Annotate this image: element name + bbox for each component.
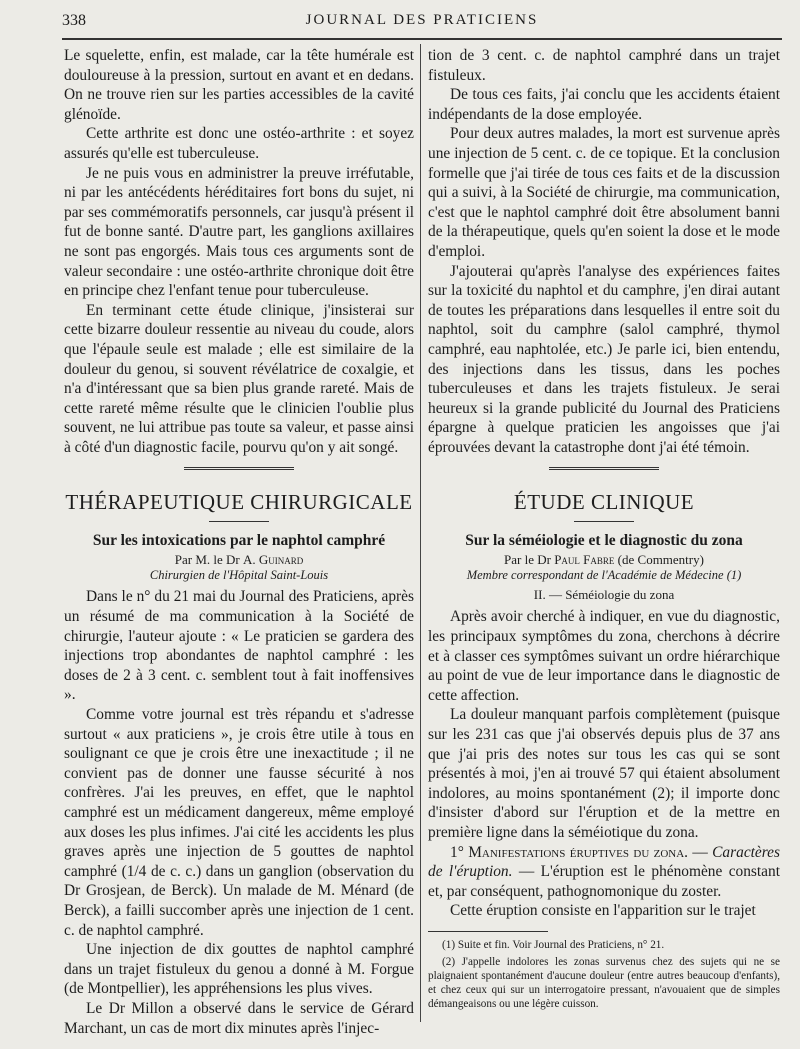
- paragraph: Une injection de dix gouttes de naphtol camphré dans un trajet fistuleux du genou a donné à M. Forgue (de Montpellier), les appréhensions les plus vives.: [64, 941, 414, 998]
- author-affiliation: Membre correspondant de l'Académie de Médecine (1): [466, 568, 742, 583]
- paragraph: Dans le n° du 21 mai du Journal des Praticiens, après un résumé de ma communication à la Société de chirurgie, l'auteur ajoute : « Le praticien se gardera des injections trop abondantes de naphtol camphré : les doses de 2 à 3 cent. c. semblent tout à fait inoffensives ».: [64, 588, 414, 704]
- byline-prefix: Par le Dr: [504, 552, 551, 568]
- subsection-italic: Caractères de l'éruption.: [428, 843, 780, 881]
- journal-title: JOURNAL DES PRATICIENS: [305, 12, 539, 28]
- byline-suffix: (de Commentry): [617, 552, 704, 568]
- left-column: [64, 46, 414, 1038]
- footnote: (2) J'appelle indolores les zonas survenus chez des sujets qui ne se plaignaient spontanément d'aucune douleur (entre autres beaucoup d'enfants), et chez ceux qui sur un interrogatoire pressant, n'avouaient que de simples démangeaisons ou une légère cuisson.: [428, 955, 780, 1010]
- paragraph: tion de 3 cent. c. de naphtol camphré dans un trajet fistuleux.: [428, 47, 780, 84]
- section-separator: [549, 467, 659, 470]
- author-name: A. Guinard: [242, 552, 304, 568]
- footnote: (1) Suite et fin. Voir Journal des Praticiens, n° 21.: [442, 938, 665, 951]
- byline: [64, 552, 414, 568]
- subsection-text: — L'éruption est le phénomène constant et, par conséquent, pathognomonique du zoster.: [428, 863, 780, 900]
- paragraph: Comme votre journal est très répandu et s'adresse surtout « aux praticiens », je crois être utile à tous en soulignant ce que je crois être une inexactitude ; il ne convient pas de donner une fausse sécurité à nos confrères. J'ai les preuves, en effet, que le naphtol camphré est un médicament dangereux, même employé aux doses les plus infimes. J'ai cité les accidents les plus graves après une injection de 5 gouttes de naphtol camphré (1/4 de c. c.) dans un ganglion (observation du Dr Grosjean, de Berck). Un malade de M. Ménard (de Berck), a failli succomber après une injection de 1 cent. c. de naphtol camphré.: [64, 706, 414, 939]
- subsection-heading: II. — Séméiologie du zona: [533, 587, 675, 603]
- column-divider: [420, 44, 421, 1022]
- paragraph: Je ne puis vous en administrer la preuve irréfutable, ni par les antécédents héréditaires fort bons du sujet, ni par ses commémoratifs personnels, car jusqu'à présent il fut de bonne santé. D'autre part, les ganglions axillaires ne sont pas engorgés. Mais tous ces arguments sont de valeur secondaire : une ostéo-arthrite chronique doit être en principe chez l'enfant tenue pour tuberculeuse.: [64, 164, 414, 300]
- subsection-lead: 1° Manifestations éruptives du zona. —: [450, 843, 708, 861]
- author-affiliation: Chirurgien de l'Hôpital Saint-Louis: [149, 568, 329, 583]
- title-rule: [209, 521, 269, 522]
- article-title: Sur la séméiologie et le diagnostic du zona: [465, 532, 743, 550]
- paragraph: Le squelette, enfin, est malade, car la tête humérale est douloureuse à la pression, surtout en avant et en dedans. On ne trouve rien sur les parties accessibles de la cavité glénoïde.: [64, 47, 414, 123]
- header-rule: [62, 38, 782, 40]
- paragraph: Cette arthrite est donc une ostéo-arthrite : et soyez assurés qu'elle est tuberculeuse.: [64, 125, 414, 162]
- footnote-rule: [428, 931, 548, 932]
- paragraph: Le Dr Millon a observé dans le service de Gérard Marchant, un cas de mort dix minutes après l'injec-: [64, 999, 414, 1037]
- paragraph: Pour deux autres malades, la mort est survenue après une injection de 5 cent. c. de ce topique. Et la conclusion formelle que j'ai tirée de tous ces faits et de la discussion qui a suivi, à la Société de chirurgie, ma communication, c'est que le naphtol camphré doit être absolument banni de la thérapeutique, quels qu'en soient la dose et le mode d'emploi.: [428, 125, 780, 260]
- paragraph: Cette éruption consiste en l'apparition sur le trajet: [450, 902, 756, 920]
- paragraph: [428, 843, 780, 902]
- page-header: [62, 12, 782, 38]
- paragraph: La douleur manquant parfois complètement (puisque sur les 231 cas que j'ai observés depuis plus de 37 ans que j'ai pris des notes sur tous les cas qui se sont présentés à moi, j'en ai trouvé 57 qui étaient absolument indolores, au moins spontanément (2); il importe donc d'insister d'abord sur l'éruption et de la mettre en première ligne dans la séméiotique du zona.: [428, 706, 780, 841]
- right-column: [428, 46, 780, 1014]
- byline-prefix: Par M. le Dr: [174, 552, 240, 568]
- paragraph: En terminant cette étude clinique, j'insisterai sur cette bizarre douleur ressentie au niveau du coude, alors que l'épaule seule est malade ; elle est similaire de la douleur du genou, si souvent révélatrice de coxalgie, et n'a d'intéressant que sa bien plus grande rareté. Mais de cette rareté même résulte que le clinicien l'oublie plus souvent, ne lui attribue pas toute sa valeur, et passe ainsi à côté d'un diagnostic facile, pourvu qu'on y ait songé.: [64, 301, 414, 456]
- page-number: 338: [62, 12, 86, 29]
- section-title: THÉRAPEUTIQUE CHIRURGICALE: [65, 490, 413, 515]
- paragraph: Après avoir cherché à indiquer, en vue du diagnostic, les principaux symptômes du zona, cherchons à décrire et à classer ces symptômes suivant un ordre hiérarchique au point de vue de leur importance dans le diagnostic de cette affection.: [428, 608, 780, 704]
- article-title: Sur les intoxications par le naphtol camphré: [92, 532, 386, 550]
- byline: [428, 552, 780, 568]
- title-rule: [574, 521, 634, 522]
- paragraph: J'ajouterai qu'après l'analyse des expériences faites sur la toxicité du naphtol et du camphre, j'en dirai autant de toutes les préparations dans lesquelles il entre soit du naphtol, soit du camphre (salol camphré, thymol camphré, eau naphtolée, etc.) Je parle ici, bien entendu, des injections dans les tissus, dans les poches tuberculeuses et dans les trajets fistuleux. Je serai heureux si la grande publicité du Journal des Praticiens épargne à quelque praticien les angoisses que j'ai éprouvées devant la catastrophe dont j'ai été témoin.: [428, 262, 780, 456]
- paragraph: De tous ces faits, j'ai conclu que les accidents étaient indépendants de la dose employée.: [428, 86, 780, 123]
- section-separator: [184, 467, 294, 470]
- author-name: Paul Fabre: [554, 552, 615, 568]
- section-title: ÉTUDE CLINIQUE: [513, 490, 695, 515]
